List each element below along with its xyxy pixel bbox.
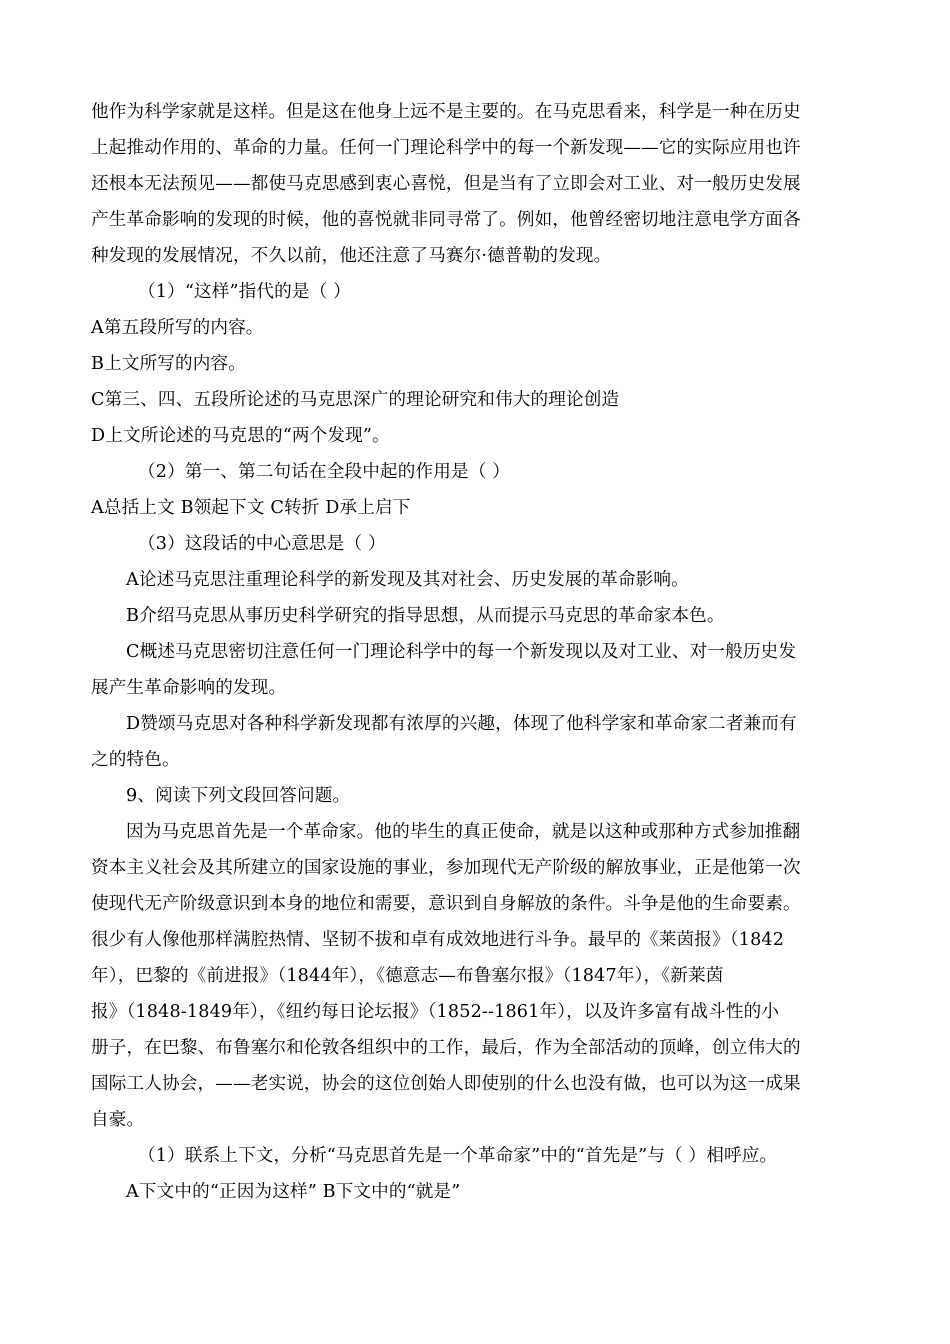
passage-line: 产生革命影响的发现的时候，他的喜悦就非同寻常了。例如，他曾经密切地注意电学方面各 <box>91 210 801 230</box>
passage-line: 种发现的发展情况，不久以前，他还注意了马赛尔·德普勒的发现。 <box>91 246 612 266</box>
question-9-1: （1）联系上下文，分析“马克思首先是一个革命家”中的“首先是”与（ ）相呼应。 <box>138 1146 778 1166</box>
question-8-3: （3）这段话的中心意思是（ ） <box>138 534 386 554</box>
option-a: A论述马克思注重理论科学的新发现及其对社会、历史发展的革命影响。 <box>126 570 689 590</box>
question-8-2: （2）第一、第二句话在全段中起的作用是（ ） <box>138 462 510 482</box>
option-d: D上文所论述的马克思的“两个发现”。 <box>91 426 390 446</box>
passage-line: 年），巴黎的《前进报》（1844年），《德意志—布鲁塞尔报》（1847年），《新莱茵 <box>91 966 724 986</box>
option-b: B上文所写的内容。 <box>91 354 247 374</box>
question-8-1: （1）“这样”指代的是（ ） <box>138 282 351 302</box>
passage-line: 使现代无产阶级意识到本身的地位和需要，意识到自身解放的条件。斗争是他的生命要素。 <box>91 894 801 914</box>
options-line: A下文中的“正因为这样” B下文中的“就是” <box>126 1182 461 1202</box>
option-c-continued: 展产生革命影响的发现。 <box>91 678 287 698</box>
option-d-continued: 之的特色。 <box>91 750 180 770</box>
passage-line: 自豪。 <box>91 1110 145 1130</box>
passage-line: 上起推动作用的、革命的力量。任何一门理论科学中的每一个新发现——它的实际应用也许 <box>91 138 801 158</box>
passage-line: 因为马克思首先是一个革命家。他的毕生的真正使命，就是以这种或那种方式参加推翻 <box>126 822 801 842</box>
option-c: C第三、四、五段所论述的马克思深广的理论研究和伟大的理论创造 <box>91 390 620 410</box>
option-d: D赞颂马克思对各种科学新发现都有浓厚的兴趣，体现了他科学家和革命家二者兼而有 <box>126 714 797 734</box>
passage-line: 册子，在巴黎、布鲁塞尔和伦敦各组织中的工作，最后，作为全部活动的顶峰，创立伟大的 <box>91 1038 801 1058</box>
passage-line: 报》（1848-1849年），《纽约每日论坛报》（1852--1861年），以及许多富有战斗性的小 <box>91 1002 780 1022</box>
section-9-heading: 9、阅读下列文段回答问题。 <box>126 786 351 806</box>
passage-line: 很少有人像他那样满腔热情、坚韧不拔和卓有成效地进行斗争。最早的《莱茵报》（1842 <box>91 930 785 950</box>
option-a: A第五段所写的内容。 <box>91 318 264 338</box>
option-c: C概述马克思密切注意任何一门理论科学中的每一个新发现以及对工业、对一般历史发 <box>126 642 797 662</box>
options-line: A总括上文 B领起下文 C转折 D承上启下 <box>91 498 411 518</box>
passage-line: 国际工人协会，——老实说，协会的这位创始人即使别的什么也没有做，也可以为这一成果 <box>91 1074 801 1094</box>
passage-line: 他作为科学家就是这样。但是这在他身上远不是主要的。在马克思看来，科学是一种在历史 <box>91 102 801 122</box>
option-b: B介绍马克思从事历史科学研究的指导思想，从而提示马克思的革命家本色。 <box>126 606 725 626</box>
passage-line: 资本主义社会及其所建立的国家设施的事业，参加现代无产阶级的解放事业，正是他第一次 <box>91 858 801 878</box>
passage-line: 还根本无法预见——都使马克思感到衷心喜悦，但是当有了立即会对工业、对一般历史发展 <box>91 174 801 194</box>
